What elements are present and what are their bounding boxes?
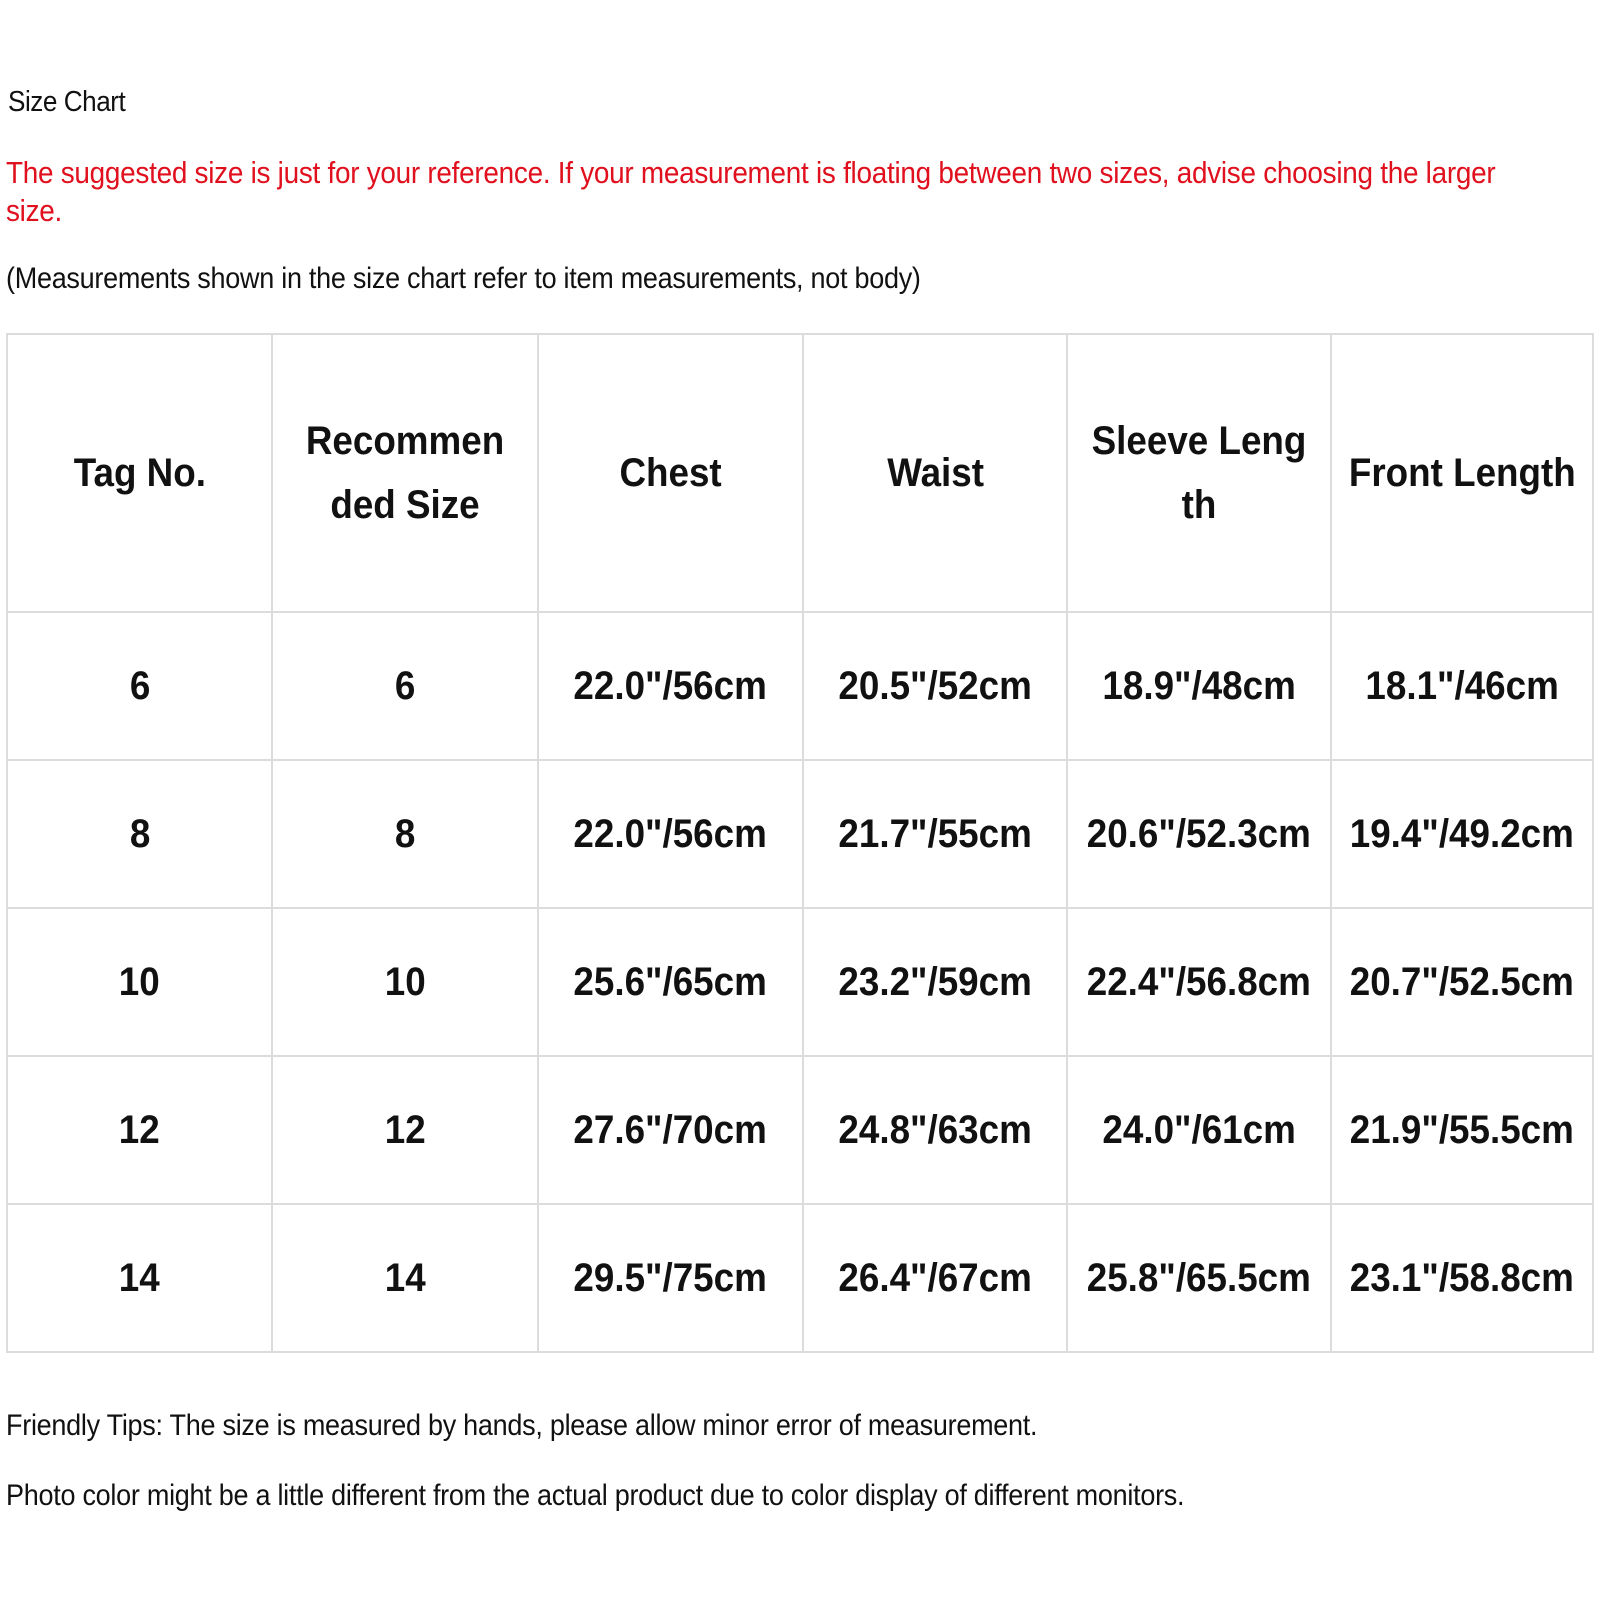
- header-chest: Chest: [538, 334, 803, 612]
- cell-tag: 6: [7, 612, 272, 760]
- table-row: [7, 1056, 1593, 1204]
- cell-chest: 29.5"/75cm: [538, 1204, 803, 1352]
- size-notice: The suggested size is just for your reference. If your measurement is floating between two sizes, advise choosing the larger size.: [6, 155, 1496, 228]
- cell-recommended: 6: [272, 612, 537, 760]
- cell-sleeve: 25.8"/65.5cm: [1067, 1204, 1330, 1352]
- cell-front: 20.7"/52.5cm: [1331, 908, 1593, 1056]
- cell-front: 21.9"/55.5cm: [1331, 1056, 1593, 1204]
- page-title: Size Chart: [8, 86, 126, 118]
- cell-chest: 22.0"/56cm: [538, 612, 803, 760]
- cell-chest: 27.6"/70cm: [538, 1056, 803, 1204]
- header-waist: Waist: [803, 334, 1067, 612]
- cell-recommended: 14: [272, 1204, 537, 1352]
- cell-chest: 22.0"/56cm: [538, 760, 803, 908]
- header-sleeve-length: Sleeve Length: [1067, 334, 1330, 612]
- cell-waist: 23.2"/59cm: [803, 908, 1067, 1056]
- table-row: [7, 760, 1593, 908]
- measurement-note: (Measurements shown in the size chart refer to item measurements, not body): [6, 262, 921, 295]
- cell-tag: 10: [7, 908, 272, 1056]
- cell-waist: 26.4"/67cm: [803, 1204, 1067, 1352]
- cell-sleeve: 24.0"/61cm: [1067, 1056, 1330, 1204]
- table-header-row: [7, 334, 1593, 612]
- cell-sleeve: 18.9"/48cm: [1067, 612, 1330, 760]
- cell-recommended: 10: [272, 908, 537, 1056]
- cell-tag: 12: [7, 1056, 272, 1204]
- header-tag-no: Tag No.: [7, 334, 272, 612]
- cell-chest: 25.6"/65cm: [538, 908, 803, 1056]
- cell-front: 23.1"/58.8cm: [1331, 1204, 1593, 1352]
- cell-waist: 21.7"/55cm: [803, 760, 1067, 908]
- cell-recommended: 8: [272, 760, 537, 908]
- cell-sleeve: 20.6"/52.3cm: [1067, 760, 1330, 908]
- friendly-tips: Friendly Tips: The size is measured by hands, please allow minor error of measurement.: [6, 1409, 1038, 1442]
- cell-waist: 20.5"/52cm: [803, 612, 1067, 760]
- size-table: [6, 333, 1594, 1353]
- cell-front: 18.1"/46cm: [1331, 612, 1593, 760]
- header-recommended-size: Recommended Size: [272, 334, 537, 612]
- table-row: [7, 1204, 1593, 1352]
- table-row: [7, 908, 1593, 1056]
- table-row: [7, 612, 1593, 760]
- cell-recommended: 12: [272, 1056, 537, 1204]
- cell-tag: 8: [7, 760, 272, 908]
- cell-waist: 24.8"/63cm: [803, 1056, 1067, 1204]
- cell-tag: 14: [7, 1204, 272, 1352]
- cell-front: 19.4"/49.2cm: [1331, 760, 1593, 908]
- header-front-length: Front Length: [1331, 334, 1593, 612]
- photo-color-note: Photo color might be a little different from the actual product due to color display of different monitors.: [6, 1479, 1185, 1512]
- cell-sleeve: 22.4"/56.8cm: [1067, 908, 1330, 1056]
